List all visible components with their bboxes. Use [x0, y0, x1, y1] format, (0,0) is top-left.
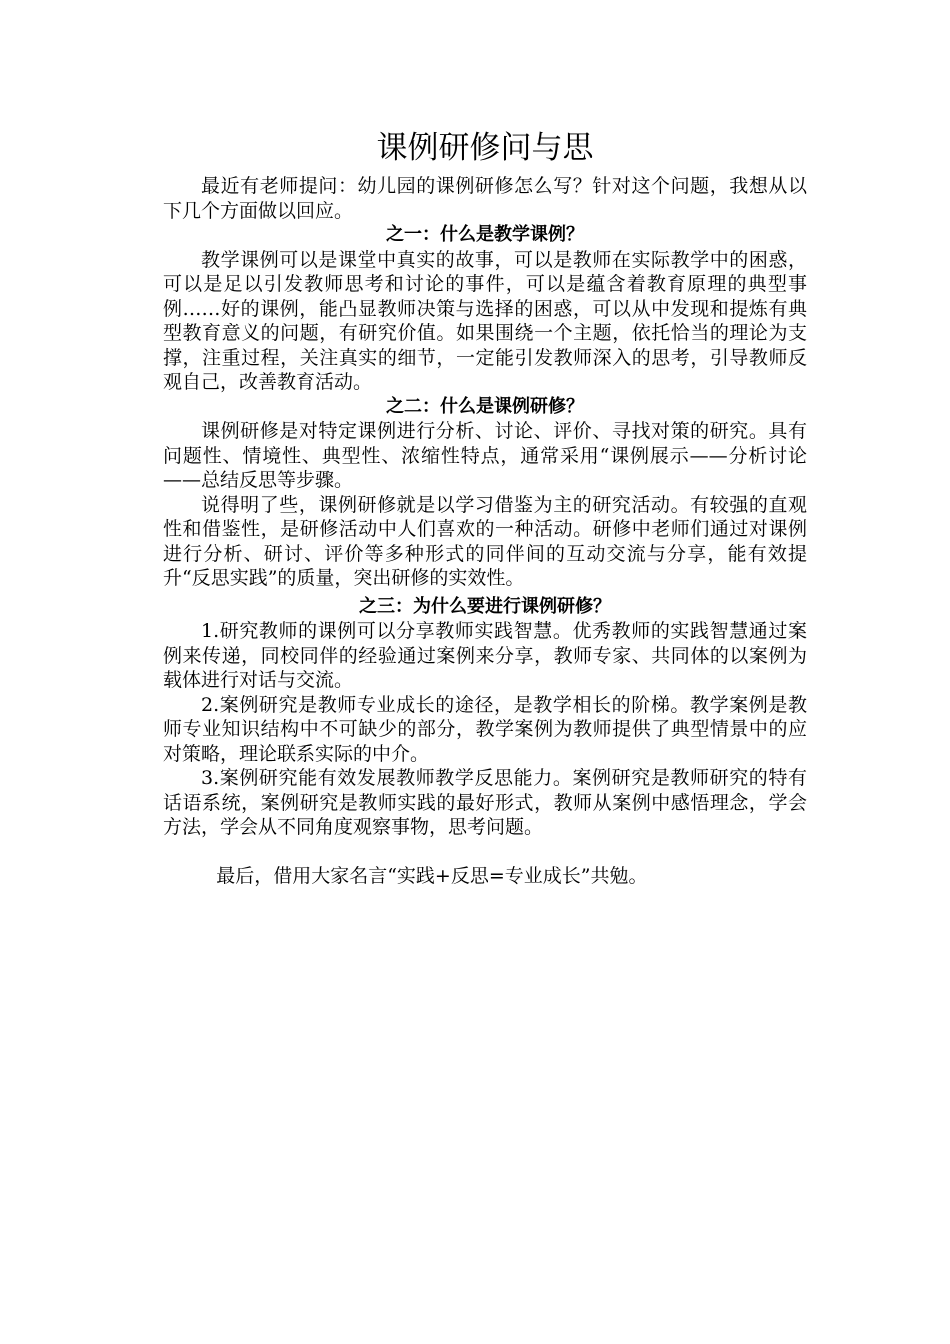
document-page [163, 128, 807, 888]
section-heading-1: 之一：什么是教学课例？ [386, 224, 584, 245]
section-2-paragraph-2: 说得明了些，课例研修就是以学习借鉴为主的研究活动。有较强的直观性和借鉴性，是研修活动中人们喜欢的一种活动。研修中老师们通过对课例进行分析、研讨、评价等多种形式的同伴间的互动交流与分享，能有效提升“反思实践”的质量，突出研修的实效性。 [163, 493, 807, 589]
section-3-item-3: 3.案例研究能有效发展教师教学反思能力。案例研究是教师研究的特有话语系统，案例研究是教师实践的最好形式，教师从案例中感悟理念，学会方法，学会从不同角度观察事物，思考问题。 [163, 767, 807, 838]
section-3-item-2: 2.案例研究是教师专业成长的途径，是教学相长的阶梯。教学案例是教师专业知识结构中不可缺少的部分，教学案例为教师提供了典型情景中的应对策略，理论联系实际的中介。 [163, 693, 807, 765]
section-3-item-1: 1.研究教师的课例可以分享教师实践智慧。优秀教师的实践智慧通过案例来传递，同校同伴的经验通过案例来分享，教师专家、共同体的以案例为载体进行对话与交流。 [163, 620, 807, 691]
spacer [163, 840, 807, 864]
section-heading-2: 之二：什么是课例研修？ [386, 395, 584, 417]
intro-paragraph: 最近有老师提问：幼儿园的课例研修怎么写？针对这个问题，我想从以下几个方面做以回应。 [163, 175, 807, 222]
section-2-paragraph-1: 课例研修是对特定课例进行分析、讨论、评价、寻找对策的研究。具有问题性、情境性、典型性、浓缩性特点，通常采用“课例展示——分析讨论——总结反思等步骤。 [163, 420, 807, 491]
document-title: 课例研修问与思 [376, 130, 594, 166]
section-1-paragraph: 教学课例可以是课堂中真实的故事，可以是教师在实际教学中的困惑，可以是足以引发教师思考和讨论的事件，可以是蕴含着教育原理的典型事例……好的课例，能凸显教师决策与选择的困惑，可以从中发现和提炼有典型教育意义的问题，有研究价值。如果围绕一个主题，依托恰当的理论为支撑，注重过程，关注真实的细节，一定能引发教师深入的思考，引导教师反观自己，改善教育活动。 [163, 248, 807, 393]
section-heading-3: 之三：为什么要进行课例研修？ [359, 595, 611, 617]
closing-paragraph: 最后，借用大家名言“实践+反思=专业成长”共勉。 [216, 864, 648, 887]
